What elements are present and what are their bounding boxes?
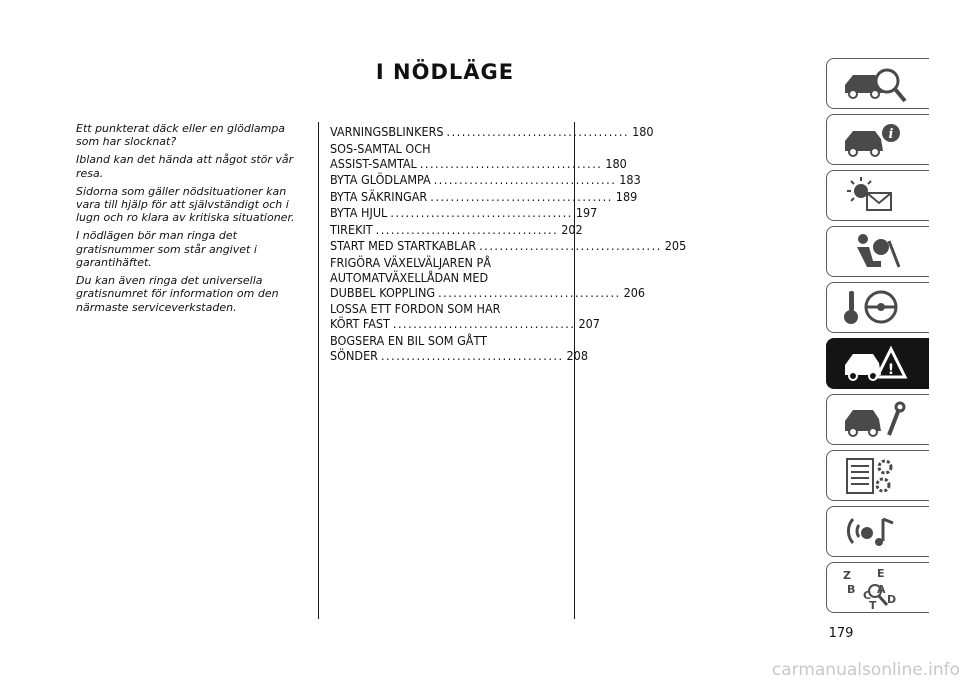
car-wrench-icon [841,399,911,441]
intro-text [76,122,308,319]
toc-entry[interactable] [330,140,627,171]
tab-dashboard-info[interactable] [826,114,929,165]
toc-entry[interactable] [330,205,598,220]
svg-text:i: i [888,127,894,142]
car-info-icon [841,119,911,161]
svg-text:T: T [869,599,877,612]
toc-entry-label-line: LOSSA ETT FORDON SOM HAR [330,301,501,316]
toc-leader-dots: .................................... [446,124,630,139]
toc-entry-label-line: SOS-SAMTAL OCH [330,140,431,156]
toc-entry[interactable] [330,332,588,363]
toc-entry-label: TIREKIT [330,221,373,237]
tab-index[interactable] [826,562,929,613]
toc-entry-label-line: FRIGÖRA VÄXELVÄLJAREN PÅ [330,254,492,270]
warning-light-envelope-icon [841,175,911,217]
toc-leader-dots: .................................... [430,188,613,204]
tab-starting-driving[interactable] [826,282,929,333]
toc-entry-label-line: BOGSERA EN BIL SOM GÅTT [330,332,488,348]
toc-entry-label: START MED STARTKABLAR [330,238,477,253]
toc-entry-label: BYTA SÄKRINGAR [330,188,428,204]
toc-entry[interactable] [330,188,638,204]
toc-leader-dots: .................................... [380,347,564,363]
toc-entry-label: KÖRT FAST [330,316,390,331]
toc-entry-label: ASSIST-SAMTAL [330,155,417,171]
svg-text:D: D [887,593,897,606]
svg-text:!: ! [887,362,895,378]
key-steering-wheel-icon [841,287,911,329]
specifications-gears-icon [841,455,911,497]
toc-entry[interactable] [330,238,687,253]
column-divider-left [318,122,319,619]
tab-warning-lights[interactable] [826,170,929,221]
intro-paragraph: Ibland kan det hända att något stör vår resa. [76,153,294,180]
car-breakdown-warning-triangle-icon [841,343,911,385]
tab-multimedia[interactable] [826,506,929,557]
tab-safety[interactable] [826,226,929,277]
svg-text:C: C [863,589,872,602]
intro-paragraph: Du kan även ringa det universella gratisnumret för information om den närmaste serviceverkstaden. [76,274,279,314]
page-title: I NÖDLÄGE [375,60,515,84]
tab-service-maintenance[interactable] [826,394,929,445]
toc-leader-dots: .................................... [392,316,576,331]
toc-entry[interactable] [330,221,583,237]
toc-page-number: 205 [664,238,687,253]
tab-technical-data[interactable] [826,450,929,501]
car-magnifier-icon [841,63,911,105]
svg-text:Z: Z [843,569,851,582]
toc-entry[interactable] [330,301,600,331]
toc-leader-dots: .................................... [375,221,559,237]
toc-entry-label: VARNINGSBLINKERS [330,124,444,139]
toc-leader-dots: .................................... [438,284,621,300]
toc-page-number: 180 [632,124,654,139]
toc-entry-label: BYTA GLÖDLAMPA [330,172,431,187]
toc-page-number: 189 [615,188,638,204]
toc-leader-dots: .................................... [479,238,662,253]
toc-entry-label: DUBBEL KOPPLING [330,284,436,300]
svg-text:E: E [877,567,885,580]
toc-page-number: 183 [619,172,641,187]
toc-entry-label: SÖNDER [330,347,378,363]
svg-text:B: B [847,583,856,596]
tab-emergency[interactable] [826,338,929,389]
toc-page-number: 207 [578,316,600,331]
toc-entry[interactable] [330,124,654,139]
toc-page-number: 197 [575,205,598,220]
airbag-seat-icon [841,231,911,273]
toc-page-number: 206 [623,284,646,300]
toc-page-number: 202 [561,221,583,237]
alphabetical-index-icon [841,567,911,612]
toc-leader-dots: .................................... [433,172,617,187]
tab-vehicle-overview[interactable] [826,58,929,109]
multimedia-note-icon [841,511,911,553]
table-of-contents [330,124,687,364]
toc-entry[interactable] [330,172,641,187]
footer-watermark-url: carmanualsonline.info [771,660,960,680]
toc-leader-dots: .................................... [419,155,603,171]
page-number: 179 [828,626,854,641]
intro-paragraph: Sidorna som gäller nödsituationer kan vara till hjälp för att självständigt och i lugn och ro klara av kritiska situationer. [76,184,295,225]
intro-paragraph: Ett punkterat däck eller en glödlampa som har slocknat? [76,122,286,149]
toc-entry-label: BYTA HJUL [330,205,388,220]
intro-paragraph: I nödlägen bör man ringa det gratisnummer som står angivet i garantihäftet. [76,229,257,270]
toc-entry[interactable] [330,254,646,300]
toc-leader-dots: .................................... [390,205,573,220]
toc-page-number: 208 [566,347,588,363]
toc-entry-label-line: AUTOMATVÄXELLÅDAN MED [330,269,489,285]
svg-text:A: A [877,583,886,596]
toc-page-number: 180 [605,155,627,171]
